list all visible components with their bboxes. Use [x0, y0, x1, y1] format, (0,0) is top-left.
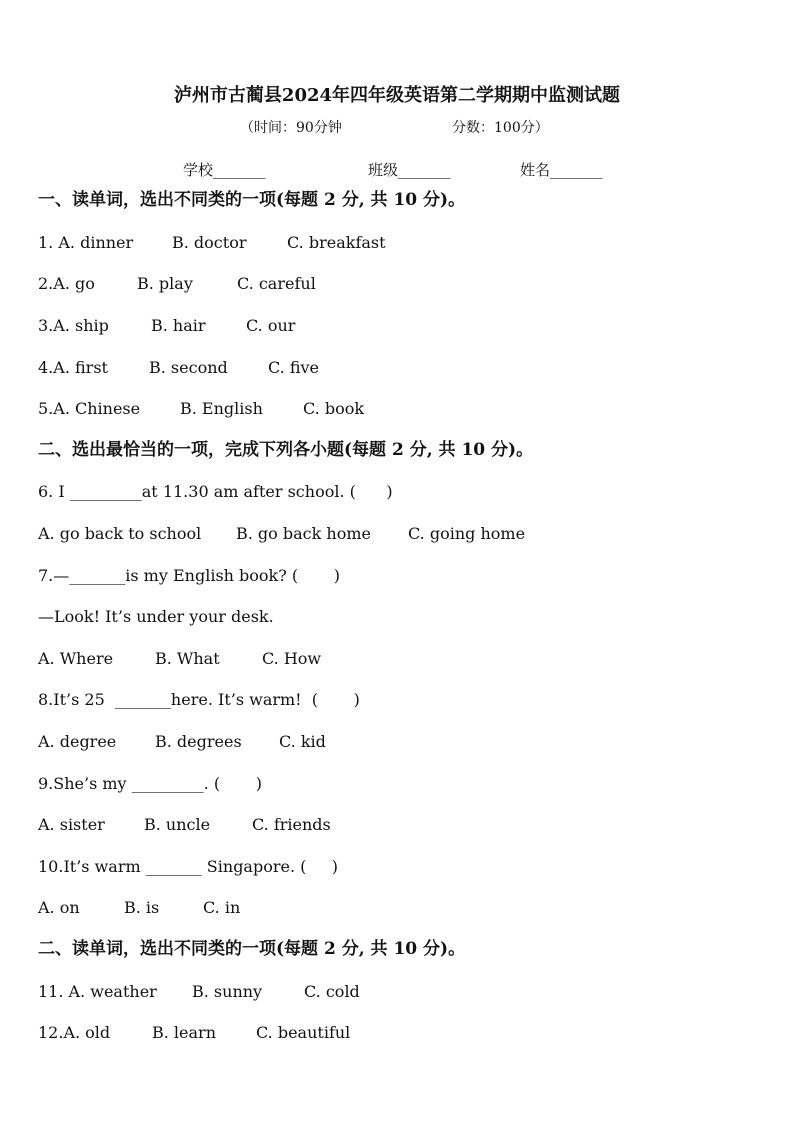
q6-stem: 6. I _________at 11.30 am after school. ( ) — [38, 482, 393, 501]
q10-stem: 10.It’s warm _______ Singapore. ( ) — [38, 857, 339, 876]
q3-option-c: C. our — [246, 316, 296, 335]
page-title: 泸州市古蔺县2024年四年级英语第二学期期中监测试题 — [173, 85, 621, 106]
q6-option-b: B. go back home — [236, 524, 371, 543]
q11-option-a: 11. A. weather — [38, 982, 157, 1001]
q8-stem: 8.It’s 25 _______here. It’s warm! ( ) — [38, 690, 360, 709]
q1-option-a: 1. A. dinner — [38, 233, 134, 252]
q7-stem: 7.—_______is my English book? ( ) — [38, 566, 340, 585]
q1-option-b: B. doctor — [172, 233, 247, 252]
exam-time: （时间：90分钟 — [240, 120, 342, 136]
q9-option-b: B. uncle — [144, 815, 211, 834]
q5-option-c: C. book — [303, 399, 365, 418]
q11-option-b: B. sunny — [192, 982, 263, 1001]
q4-option-a: 4.A. first — [38, 358, 108, 377]
q4-option-b: B. second — [149, 358, 228, 377]
q2-option-a: 2.A. go — [38, 274, 95, 293]
q7-option-a: A. Where — [38, 649, 114, 668]
q2-option-b: B. play — [137, 274, 193, 293]
section-heading-2: 二、选出最恰当的一项，完成下列各小题(每题 2 分, 共 10 分)。 — [38, 440, 534, 460]
q2-option-c: C. careful — [237, 274, 316, 293]
q1-option-c: C. breakfast — [287, 233, 386, 252]
q10-option-c: C. in — [203, 898, 241, 917]
name-field: 姓名_______ — [520, 161, 603, 179]
q9-stem: 9.She’s my _________. ( ) — [38, 774, 262, 793]
q9-option-a: A. sister — [38, 815, 105, 834]
q7-option-c: C. How — [262, 649, 322, 668]
q8-option-b: B. degrees — [155, 732, 242, 751]
section-heading-3: 二、读单词，选出不同类的一项(每题 2 分, 共 10 分)。 — [38, 939, 466, 959]
q5-option-b: B. English — [180, 399, 263, 418]
q3-option-b: B. hair — [151, 316, 206, 335]
q10-option-a: A. on — [38, 898, 80, 917]
q11-option-c: C. cold — [304, 982, 360, 1001]
q8-option-c: C. kid — [279, 732, 326, 751]
q10-option-b: B. is — [124, 898, 160, 917]
q12-option-b: B. learn — [152, 1023, 217, 1042]
q12-option-a: 12.A. old — [38, 1023, 111, 1042]
q12-option-c: C. beautiful — [256, 1023, 351, 1042]
q6-option-c: C. going home — [408, 524, 526, 543]
section-heading-1: 一、读单词，选出不同类的一项(每题 2 分, 共 10 分)。 — [38, 190, 466, 210]
class-field: 班级_______ — [368, 161, 451, 179]
q9-option-c: C. friends — [252, 815, 331, 834]
q8-option-a: A. degree — [38, 732, 117, 751]
q5-option-a: 5.A. Chinese — [38, 399, 141, 418]
q3-option-a: 3.A. ship — [38, 316, 109, 335]
q7-stem-reply: —Look! It’s under your desk. — [38, 607, 274, 626]
school-field: 学校_______ — [183, 161, 266, 179]
q7-option-b: B. What — [155, 649, 220, 668]
exam-score: 分数：100分） — [452, 120, 549, 136]
q4-option-c: C. five — [268, 358, 320, 377]
q6-option-a: A. go back to school — [38, 524, 202, 543]
